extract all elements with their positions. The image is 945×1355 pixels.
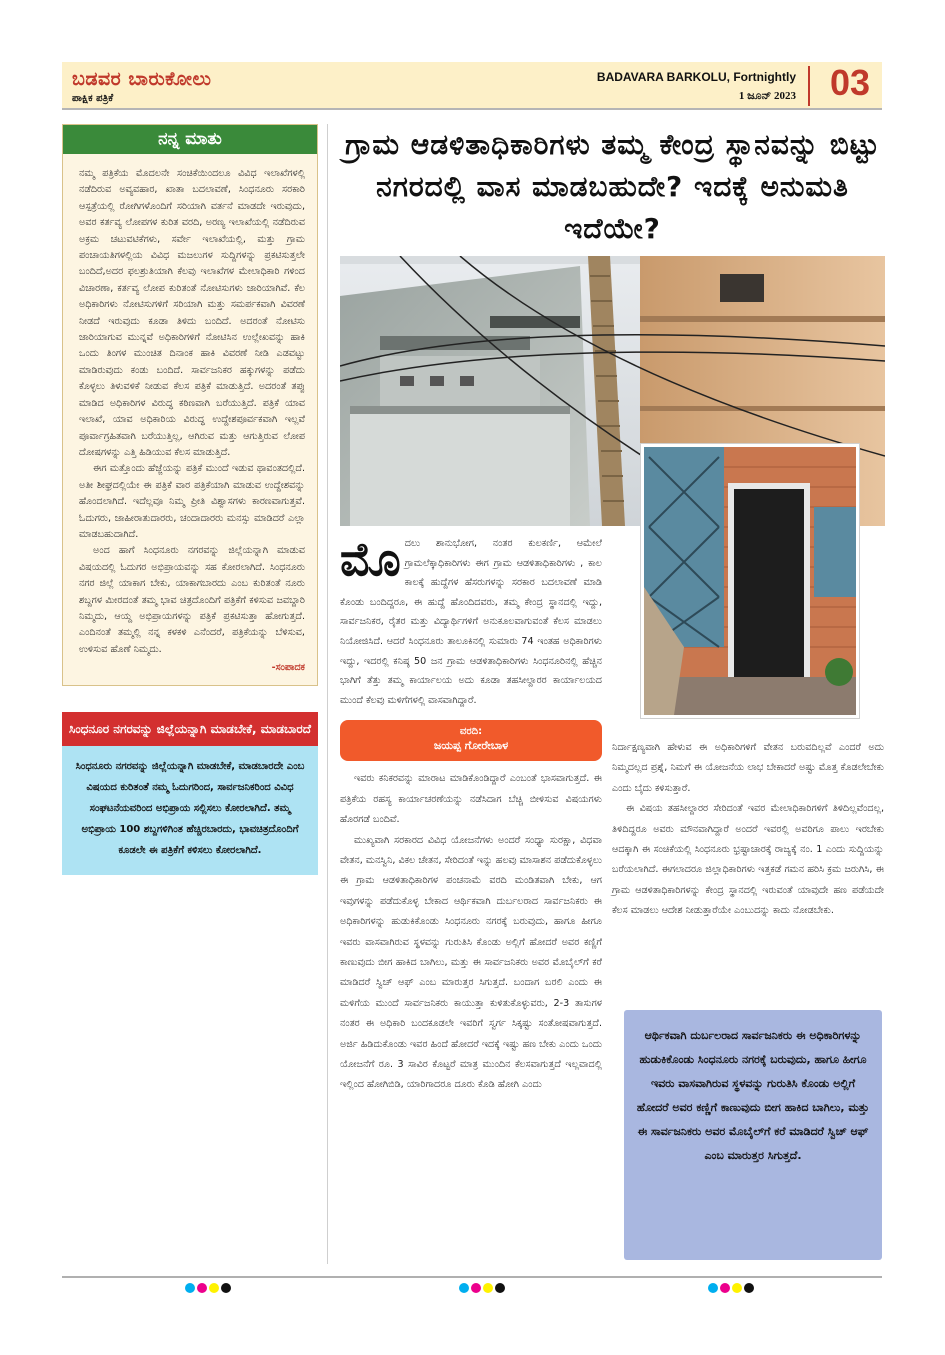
cyan-dot-icon: [185, 1283, 195, 1293]
reporter-name: ಜಯಪ್ಪ ಗೋರೇಬಾಳ: [433, 739, 509, 753]
article-lead-text: ದಲು ಶಾನುಭೋಗ, ನಂತರ ಕುಲಕರ್ಣಿ, ಆಮೇಲೆ ಗ್ರಾಮಲೆಕ್ಕಾಧಿಕಾರಿಗಳು ಈಗ ಗ್ರಾಮ ಆಡಳಿತಾಧಿಕಾರಿಗಳು , ಕಾಲ ಕಾಲಕ್ಕೆ ಹುದ್ದೆಗಳ ಹೆಸರುಗಳನ್ನು ಸರಕಾರ ಬದಲಾವಣೆ ಮಾಡಿ ಕೊಂಡು ಬಂದಿದ್ದರೂ, ಈ ಹುದ್ದೆ ಹೊಂದಿದವರು, ತಮ್ಮ ಕೇಂದ್ರ ಸ್ಥಾನದಲ್ಲಿ ಇದ್ದು, ಸಾರ್ವಜನಿಕರ, ರೈತರ ಮತ್ತು ವಿದ್ಯಾರ್ಥಿಗಳಿಗೆ ಅನುಕೂಲವಾಗುವಂತೆ ಕೆಲಸ ಮಾಡಲು ನಿಯೋಜಿಸಿದೆ. ಆದರೆ ಸಿಂಧನೂರು ತಾಲೂಕಿನಲ್ಲಿ ಸುಮಾರು 74 ಇಂತಹ ಅಧಿಕಾರಿಗಳು ಇದ್ದು, ಇದರಲ್ಲಿ ಕನಿಷ್ಠ 50 ಜನ ಗ್ರಾಮ ಆಡಳಿತಾಧಿಕಾರಿಗಳು ಸಿಂಧನೂರಿನಲ್ಲಿ ಹೆಚ್ಚಿನ ಭಾಗಿಗೆ ತೆತ್ತು ತಮ್ಮ ಕಾರ್ಯಾಲಯ ಅದು ಕೂಡಾ ತಹಸೀಲ್ದಾರರ ಕಾರ್ಯಾಲಯದ ಮುಂದೆ ಕೆಲವು ಮಳಿಗೆಗಳಲ್ಲಿ ವಾಸವಾಗಿದ್ದಾರೆ.: [340, 538, 602, 706]
sindhanur-district-box: [62, 712, 318, 875]
article-paragraph: ಇವರು ಕನಿಕರವನ್ನು ಮಾರಾಟ ಮಾಡಿಕೊಂಡಿದ್ದಾರೆ ಎಂಬಂತೆ ಭಾಸವಾಗುತ್ತದೆ. ಈ ಪತ್ರಿಕೆಯ ರಹಸ್ಯ ಕಾರ್ಯಾಚರಣೆಯನ್ನು ನಡೆಸಿದಾಗ ಬೆಚ್ಚಿ ಬೀಳಿಸುವ ವಿಷಯಗಳು ಹೊರಗಡೆ ಬಂದಿವೆ.: [340, 773, 602, 826]
editorial-paragraph: ನಮ್ಮ ಪತ್ರಿಕೆಯ ಮೊದಲನೇ ಸಂಚಿಕೆಯಿಂದಲೂ ವಿವಿಧ ಇಲಾಖೆಗಳಲ್ಲಿ ನಡೆದಿರುವ ಅವ್ಯವಹಾರ, ಖಾತಾ ಬದಲಾವಣೆ, ಸಿಂಧನೂರು ಸರಕಾರಿ ಆಸ್ಪತ್ರೆಯಲ್ಲಿ ರೋಗಿಗಳೊಂದಿಗೆ ಸರಿಯಾಗಿ ವರ್ತನೆ ಮಾಡದೇ ಇರುವುದು, ಅವರ ಕರ್ತವ್ಯ ಲೋಪಗಳ ಕುರಿತ ವರದಿ, ಅರಣ್ಯ ಇಲಾಖೆಯಲ್ಲಿ ನಡೆದಿರುವ ಅಕ್ರಮ ಚಟುವಟಿಕೆಗಳು, ಸರ್ವೇ ಇಲಾಖೆಯಲ್ಲಿ, ಮತ್ತು ಗ್ರಾಮ ಪಂಚಾಯತಿಗಳಲ್ಲಿಯ ವಿವಿಧ ಮಜಲುಗಳ ಸುದ್ದಿಗಳನ್ನು ಪ್ರಕಟಿಸುತ್ತಲೇ ಬಂದಿದೆ,ಅದರ ಫಲಶ್ರುತಿಯಾಗಿ ಕೆಲವು ಇಲಾಖೆಗಳ ಮೇಲಾಧಿಕಾರಿ ಗಳಿಂದ ವಿಚಾರಣಾ, ಕರ್ತವ್ಯ ಲೋಪ ಕುರಿತಂತೆ ನೋಟಿಸುಗಳು ಜಾರಿಯಾಗಿವೆ. ಕೆಲ ಅಧಿಕಾರಿಗಳು ನೋಟಿಸುಗಳಿಗೆ ಸರಿಯಾಗಿ ಮತ್ತು ಸಮರ್ಪಕವಾಗಿ ವಿವರಣೆ ನೀಡದೆ ಇರುವುದು ಕೂಡಾ ತಿಳಿದು ಬಂದಿದೆ. ಅದರಂತೆ ನೋಟಿಸು ಜಾರಿಯಾಗುವ ಮುನ್ನವೆ ಅಧಿಕಾರಿಗಳಿಗೆ ನೋಟಿಸಿನ ಉಲ್ಲೇಖವನ್ನು ಹಾಕಿ ಒಂದು ತಿಂಗಳ ಮುಂಚಿತ ದಿನಾಂಕ ಹಾಕಿ ವಿವರಣೆ ನೀಡಿ ಎಡವಟ್ಟು ಮಾಡಿರುವುದು ಕಂಡು ಬಂದಿದೆ. ಸಾರ್ವಜನಿಕರ ಹಕ್ಕುಗಳನ್ನು ಪಡೆದು ಕೊಳ್ಳಲು ತಿಳುವಳಿಕೆ ನೀಡುವ ಕೆಲಸ ಪತ್ರಿಕೆ ಮಾಡುತ್ತಿದೆ. ಅದರಂತೆ ತಪ್ಪು ಮಾಡಿದ ಅಧಿಕಾರಿಗಳ ವಿರುದ್ಧ ಕಠಿಣವಾಗಿ ಬರೆಯುತ್ತಿದೆ. ಪತ್ರಿಕೆ ಯಾವ ಇಲಾಖೆ, ಯಾವ ಅಧಿಕಾರಿಯ ವಿರುದ್ಧ ಉದ್ದೇಶಪೂರ್ವಕವಾಗಿ ಇಲ್ಲವೆ ಪೂರ್ವಾಗ್ರಹಿತವಾಗಿ ಬರೆಯುತ್ತಿಲ್ಲ, ಆಗಿರುವ ಮತ್ತು ಆಗುತ್ತಿರುವ ಲೋಪ ದೋಷಗಳನ್ನು ಎತ್ತಿ ಹಿಡಿಯುವ ಕೆಲಸ ಮಾಡುತ್ತಿದೆ.: [79, 168, 305, 458]
registration-marks: [708, 1283, 754, 1295]
black-dot-icon: [744, 1283, 754, 1293]
registration-marks: [185, 1283, 231, 1295]
brand-name-kannada: ಬಡವರ ಬಾರುಕೋಲು: [72, 68, 212, 90]
magenta-dot-icon: [720, 1283, 730, 1293]
reporter-label: ವರದಿ:: [459, 726, 483, 738]
yellow-dot-icon: [483, 1283, 493, 1293]
doorway-photo-graphic: [644, 447, 856, 715]
drop-cap: ಮೊ: [340, 532, 401, 586]
masthead: [62, 62, 882, 110]
yellow-dot-icon: [732, 1283, 742, 1293]
pull-quote: ಆರ್ಥಿಕವಾಗಿ ದುರ್ಬಲರಾದ ಸಾರ್ವಜನಿಕರು ಈ ಅಧಿಕಾರಿಗಳನ್ನು ಹುಡುಕಿಕೊಂಡು ಸಿಂಧನೂರು ನಗರಕ್ಕೆ ಬರುವುದು, ಹಾಗೂ ಹೀಗೂ ಇವರು ವಾಸವಾಗಿರುವ ಸ್ಥಳವನ್ನು ಗುರುತಿಸಿ ಕೊಂಡು ಅಲ್ಲಿಗೆ ಹೋದರೆ ಅವರ ಕಣ್ಣಿಗೆ ಕಾಣುವುದು ಬೀಗ ಹಾಕಿದ ಬಾಗಿಲು, ಮತ್ತು ಈ ಸಾರ್ವಜನಿಕರು ಅವರ ಮೊಬೈಲ್‌ಗೆ ಕರೆ ಮಾಡಿದರೆ ಸ್ವಿಚ್ ಆಫ್ ಎಂಬ ಮಾರುತ್ತರ ಸಿಗುತ್ತದೆ.: [624, 1010, 882, 1260]
column-divider: [327, 124, 328, 1264]
footer-rule: [62, 1276, 882, 1278]
article-paragraph: ಈ ವಿಷಯ ತಹಸೀಲ್ದಾರರ ಸೇರಿದಂತೆ ಇವರ ಮೇಲಾಧಿಕಾರಿಗಳಿಗೆ ತಿಳಿದಿಲ್ಲವೆಂದಲ್ಲ, ತಿಳಿದಿದ್ದರೂ ಅವರು ಮೌನವಾಗಿದ್ದಾರೆ ಅಂದರೆ ಇವರಲ್ಲಿ ಅವರಿಗೂ ಪಾಲು ಇರಬೇಕು ಆದಕ್ಕಾಗಿ ಈ ಸಂಚಿಕೆಯಲ್ಲಿ ಸಿಂಧನೂರು ಭ್ರಷ್ಟಾಚಾರಕ್ಕೆ ರಾಜ್ಯಕ್ಕೆ ನಂ. 1 ಎಂದು ಸುದ್ದಿಯನ್ನು ಬರೆಯಲಾಗಿದೆ. ಈಗಲಾದರೂ ಜಿಲ್ಲಾಧಿಕಾರಿಗಳು ಇತ್ತಕಡೆ ಗಮನ ಹರಿಸಿ ಕ್ರಮ ಜರುಗಿಸಿ, ಈ ಗ್ರಾಮ ಆಡಳಿತಾಧಿಕಾರಿಗಳನ್ನು ಕೇಂದ್ರ ಸ್ಥಾನದಲ್ಲಿ ಇರುವಂತೆ ಯಾವುದೇ ಹಣ ಪಡೆಯದೇ ಕೆಲಸ ಮಾಡಲು ಆದೇಶ ನೀಡುತ್ತಾರೆಯೇ ಎಂಬುದನ್ನು ಕಾದು ನೋಡಬೇಕು.: [612, 803, 884, 917]
middle-column: [340, 534, 602, 1096]
cyan-dot-icon: [708, 1283, 718, 1293]
left-column: [62, 124, 318, 875]
article-body-middle: [340, 769, 602, 1096]
cyan-dot-icon: [459, 1283, 469, 1293]
editorial-paragraph: ಅಂದ ಹಾಗೆ ಸಿಂಧನೂರು ನಗರವನ್ನು ಜಿಲ್ಲೆಯನ್ನಾಗಿ ಮಾಡುವ ವಿಷಯದಲ್ಲಿ ಓದುಗರ ಅಭಿಪ್ರಾಯವನ್ನು ಸಹ ಕೋರಲಾಗಿದೆ. ಸಿಂಧನೂರು ನಗರ ಜಿಲ್ಲೆ ಯಾಕಾಗ ಬೇಕು, ಯಾಕಾಗಬಾರದು ಎಂಬ ಕುರಿತಂತೆ ನೂರು ಶಬ್ದಗಳ ಮೀರದಂತೆ ತಮ್ಮ ಭಾವ ಚಿತ್ರದೊಂದಿಗೆ ಪತ್ರಿಕೆಗೆ ಕಳಿಸುವ ಜವಬ್ದಾರಿ ನಿಮ್ಮದು, ಆಯ್ದ ಅಭಿಪ್ರಾಯಗಳನ್ನು ಪತ್ರಿಕೆ ಪ್ರಕಟಿಸುತ್ತಾ ಹೋಗುತ್ತದೆ. ಎಂದಿನಂತೆ ತಮ್ಮಲ್ಲಿ ನನ್ನ ಕಳಕಳಿ ಎನೆಂದರೆ, ಪತ್ರಿಕೆಯನ್ನು ಬೆಳಿಸುವ, ಉಳಿಸುವ ಹೊಣೆ ನಿಮ್ಮದು.: [79, 545, 305, 655]
brand-subtitle: ಪಾಕ್ಷಿಕ ಪತ್ರಿಕೆ: [72, 93, 114, 104]
article-body-right: [612, 738, 884, 922]
magenta-dot-icon: [197, 1283, 207, 1293]
right-column: [612, 738, 884, 922]
black-dot-icon: [221, 1283, 231, 1293]
page-number: 03: [829, 62, 870, 103]
magenta-dot-icon: [471, 1283, 481, 1293]
issue-date: 1 ಜೂನ್ 2023: [738, 90, 796, 102]
article-lead: [340, 534, 602, 710]
article-headline: ಗ್ರಾಮ ಆಡಳಿತಾಧಿಕಾರಿಗಳು ತಮ್ಮ ಕೇಂದ್ರ ಸ್ಥಾನವನ್ನು ಬಿಟ್ಟು ನಗರದಲ್ಲಿ ವಾಸ ಮಾಡಬಹುದೇ? ಇದಕ್ಕೆ ಅನುಮತಿ ಇದೆಯೇ?: [345, 128, 880, 245]
sindhanur-box-heading: ಸಿಂಧನೂರ ನಗರವನ್ನು ಜಿಲ್ಲೆಯನ್ನಾಗಿ ಮಾಡಬೇಕೆ, ಮಾಡಬಾರದೆ: [62, 712, 318, 746]
registration-marks: [459, 1283, 505, 1295]
editorial-paragraph: ಈಗ ಮತ್ತೊಂದು ಹೆಜ್ಜೆಯನ್ನು ಪತ್ರಿಕೆ ಮುಂದೆ ಇಡುವ ಥಾವಂತದಲ್ಲಿದೆ. ಅತೀ ಶೀಘ್ರದಲ್ಲಿಯೇ ಈ ಪತ್ರಿಕೆ ವಾರ ಪತ್ರಿಕೆಯಾಗಿ ಮಾಡುವ ಉದ್ದೇಶವನ್ನು ಹೊಂದಲಾಗಿದೆ. ಇದೆಲ್ಲವೂ ನಿಮ್ಮ ಪ್ರೀತಿ ವಿಶ್ವಾಸಗಳು ಕಾರಣವಾಗುತ್ತವೆ. ಓದುಗರು, ಜಾಹೀರಾತುದಾರರು, ಚಂದಾದಾರರು ಮನಸ್ಸು ಮಾಡಿದರೆ ಎಲ್ಲಾ ಮಾಡಬಹುದಾಗಿದೆ.: [79, 463, 305, 540]
brand-name-english: BADAVARA BARKOLU, Fortnightly: [596, 70, 796, 84]
sindhanur-box-body: ಸಿಂಧನೂರು ನಗರವನ್ನು ಜಿಲ್ಲೆಯನ್ನಾಗಿ ಮಾಡಬೇಕೆ, ಮಾಡಬಾರದೇ ಎಂಬ ವಿಷಯದ ಕುರಿತಂತೆ ನಮ್ಮ ಓದುಗರಿಂದ, ಸಾರ್ವಜನಿಕರಿಂದ ವಿವಿಧ ಸಂಘಟನೆಯವರಿಂದ ಅಭಿಪ್ರಾಯ ಸಲ್ಲಿಸಲು ಕೋರಲಾಗಿದೆ. ತಮ್ಮ ಅಭಿಪ್ರಾಯ 100 ಶಬ್ದಗಳಿಗಿಂತ ಹೆಚ್ಚಿರಬಾರದು, ಭಾವಚಿತ್ರದೊಂದಿಗೆ ಕೂಡಲೇ ಈ ಪತ್ರಿಕೆಗೆ ಕಳಿಸಲು ಕೋರಲಾಗಿದೆ.: [62, 746, 318, 875]
reporter-badge: [340, 720, 602, 761]
editorial-box: [62, 124, 318, 686]
article-paragraph: ಮುಖ್ಯವಾಗಿ ಸರಕಾರದ ವಿವಿಧ ಯೋಜನೆಗಳು ಅಂದರೆ ಸಂಧ್ಯಾ ಸುರಕ್ಷಾ, ವಿಧವಾ ವೇತನ, ಮನಸ್ವಿನಿ, ವಿಕಲ ಚೇತನ, ಸೇರಿದಂತೆ ಇನ್ನು ಹಲವು ಮಾಸಾಶನ ಪಡೆದುಕೊಳ್ಳಲು ಈ ಗ್ರಾಮ ಆಡಳಿತಾಧಿಕಾರಿಗಳ ಪಂಚನಾಮೆ ವರದಿ ಮಂಡಿತವಾಗಿ ಬೇಕು, ಆಗ ಇವುಗಳನ್ನು ಪಡೆದುಕೊಳ್ಳ ಬೇಕಾದ ಆರ್ಥಿಕವಾಗಿ ದುರ್ಬಲರಾದ ಸಾರ್ವಜನಿಕರು ಈ ಅಧಿಕಾರಿಗಳನ್ನು ಹುಡುಕಿಕೊಂಡು ಸಿಂಧನೂರು ನಗರಕ್ಕೆ ಬರುವುದು, ಹಾಗೂ ಹೀಗೂ ಇವರು ವಾಸವಾಗಿರುವ ಸ್ಥಳವನ್ನು ಗುರುತಿಸಿ ಕೊಂಡು ಅಲ್ಲಿಗೆ ಹೋದರೆ ಅವರ ಕಣ್ಣಿಗೆ ಕಾಣುವುದು ಬೀಗ ಹಾಕಿದ ಬಾಗಿಲು, ಮತ್ತು ಈ ಸಾರ್ವಜನಿಕರು ಅವರ ಮೊಬೈಲ್‌ಗೆ ಕರೆ ಮಾಡಿದರೆ ಸ್ವಿಚ್ ಆಫ್ ಎಂಬ ಮಾರುತ್ತರ ಸಿಗುತ್ತದೆ. ಬಂದಾಗ ಬರಲಿ ಎಂದು ಈ ಮಳಿಗೆಯ ಮುಂದೆ ಸಾರ್ವಜನಿಕರು ಕಾಯುತ್ತಾ ಕುಳಿತುಕೊಳ್ಳುವರು, 2-3 ತಾಸುಗಳ ನಂತರ ಈ ಅಧಿಕಾರಿ ಬಂದಕೂಡಲೇ ಇವರಿಗೆ ಸ್ವರ್ಗ ಸಿಕ್ಕಷ್ಟು ಸಂತೋಷವಾಗುತ್ತದೆ. ಅರ್ಜಿ ಹಿಡಿದುಕೊಂಡು ಇವರ ಹಿಂದೆ ಹೋದರೆ ಇದಕ್ಕೆ ಇಷ್ಟು ಹಣ ಬೇಕು ಎಂದು ಒಂದು ಯೋಜನೆಗೆ ರೂ. 3 ಸಾವಿರ ಕೊಟ್ಟರೆ ಮಾತ್ರ ಮುಂದಿನ ಕೆಲಸವಾಗುತ್ತದೆ ಇಲ್ಲವಾದಲ್ಲಿ ಇಲ್ಲಿಂದ ಹೋಗಿಬಿಡಿ, ಯಾರಿಗಾದರೂ ದೂರು ಕೊಡಿ ಹೋಗಿ ಎಂದು: [340, 834, 602, 1091]
editorial-body: [63, 154, 317, 685]
header-divider: [808, 66, 810, 106]
yellow-dot-icon: [209, 1283, 219, 1293]
editorial-signature: -ಸಂಪಾದಕ: [271, 662, 305, 674]
black-dot-icon: [495, 1283, 505, 1293]
doorway-photo: [641, 444, 859, 718]
editorial-title: ನನ್ನ ಮಾತು: [63, 125, 317, 154]
article-paragraph: ನಿರ್ದಾಕ್ಷಣ್ಯವಾಗಿ ಹೇಳುವ ಈ ಅಧಿಕಾರಿಗಳಿಗೆ ವೇತನ ಬರುವದಿಲ್ಲವೆ ಎಂದರೆ ಅದು ನಿಮ್ಮದಲ್ಲದ ಪ್ರಶ್ನೆ, ನಿಮಗೆ ಈ ಯೋಜನೆಯ ಲಾಭ ಬೇಕಾದರೆ ಅಷ್ಟು ಮೊತ್ತ ಕೊಡಲೇಬೇಕು ಎಂದು ಬೈದು ಕಳಿಸುತ್ತಾರೆ.: [612, 742, 884, 794]
